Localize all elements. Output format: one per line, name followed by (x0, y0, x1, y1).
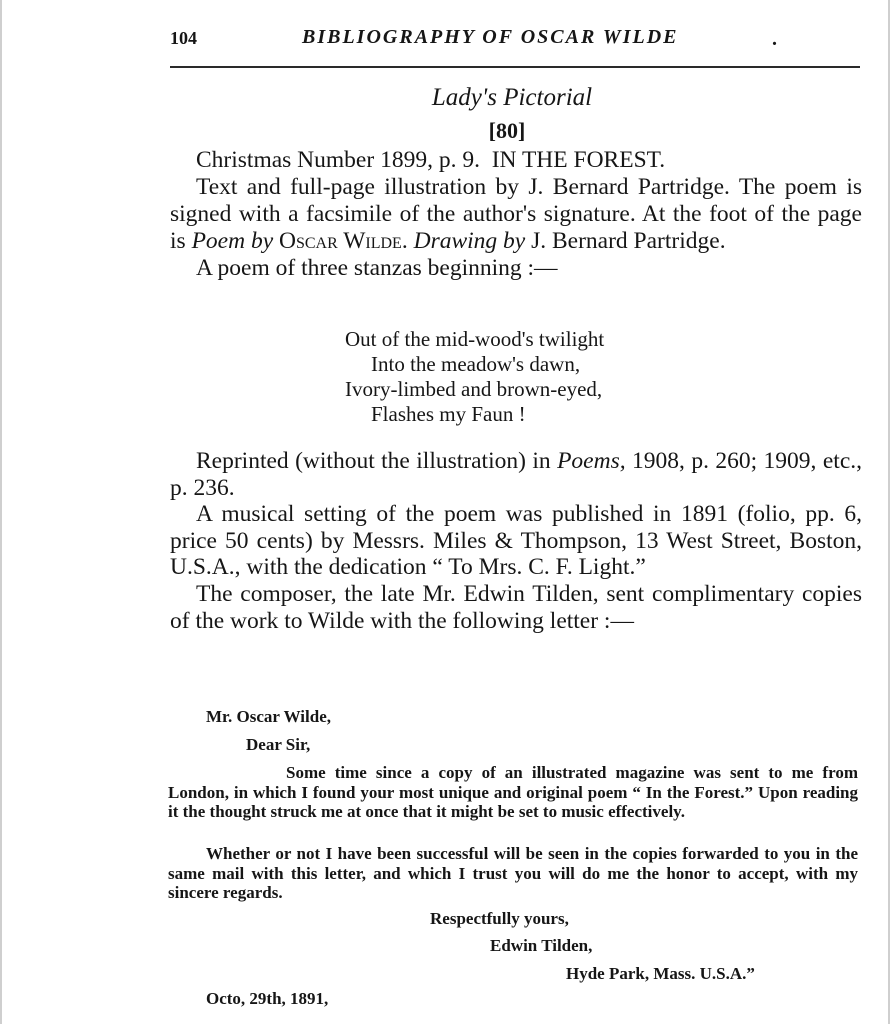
poem-line: Flashes my Faun ! (371, 402, 526, 426)
composer-note: The composer, the late Mr. Edwin Tilden, sent complimentary copies of the work to Wilde with the following letter :— (170, 580, 862, 634)
letter-date: Octo, 29th, 1891, (206, 989, 329, 1008)
entry-citation: Christmas Number 1899, p. 9. (196, 147, 480, 173)
header-dot: . (772, 28, 779, 50)
entry-italic-text: Poem by (191, 228, 274, 254)
entry-first-line (170, 147, 862, 174)
reprint-note (170, 448, 862, 501)
entry-description (170, 147, 862, 282)
running-title: BIBLIOGRAPHY OF OSCAR WILDE (302, 26, 679, 48)
entry-text: Text and full-page illustration by J. Bernard Partridge. The poem is signed with a facsimile of the author's signature. At the foot of the page is (170, 174, 862, 254)
page-number: 104 (170, 28, 197, 48)
poem-line: Into the meadow's dawn, (371, 352, 581, 376)
note-text: 1908, p. 260; 1909, etc., p. 236. (170, 448, 862, 501)
header-rule (170, 66, 860, 68)
publication-notes (170, 448, 862, 634)
letter-paragraph-1: Some time since a copy of an illustrated magazine was sent to me from London, in which I found your most unique and original poem “ In the Forest.” Upon reading it the thought struck me at once that it might be set to music effectively. (168, 763, 858, 821)
entry-number: [80] (488, 118, 526, 143)
letter-salutation: Dear Sir, (246, 735, 311, 754)
running-header (170, 26, 860, 56)
letter-closing: Respectfully yours, (430, 909, 569, 928)
letter-address: Hyde Park, Mass. U.S.A.” (566, 964, 755, 983)
poem-line: Ivory-limbed and brown-eyed, (345, 377, 603, 401)
note-text: Reprinted (without the illustration) in (196, 448, 558, 474)
entry-italic-text: Drawing by (413, 228, 526, 254)
entry-paragraph-2: A poem of three stanzas beginning :— (196, 255, 558, 281)
author-name-small-caps: Oscar Wilde. (279, 228, 408, 254)
section-title: Lady's Pictorial (431, 84, 593, 111)
book-title-italic: Poems, (557, 448, 626, 474)
letter-paragraph-2: Whether or not I have been successful will be seen in the copies forwarded to you in the same mail with this letter, and which I trust you will do me the honor to accept, with my sincere regards. (168, 844, 858, 902)
letter-addressee: Mr. Oscar Wilde, (206, 707, 331, 726)
poem-excerpt (345, 327, 604, 427)
letter-signature: Edwin Tilden, (490, 936, 593, 955)
entry-text: J. Bernard Partridge. (531, 228, 726, 254)
poem-line: Out of the mid-wood's twilight (345, 327, 605, 351)
entry-poem-title: IN THE FOREST. (491, 147, 666, 173)
entry-paragraph-1 (170, 174, 862, 255)
musical-setting-note: A musical setting of the poem was published in 1891 (folio, pp. 6, price 50 cents) by Messrs. Miles & Thompson, 13 West Street, Boston, U.S.A., with the dedication “ To Mrs. C. F. Light.” (170, 501, 862, 581)
